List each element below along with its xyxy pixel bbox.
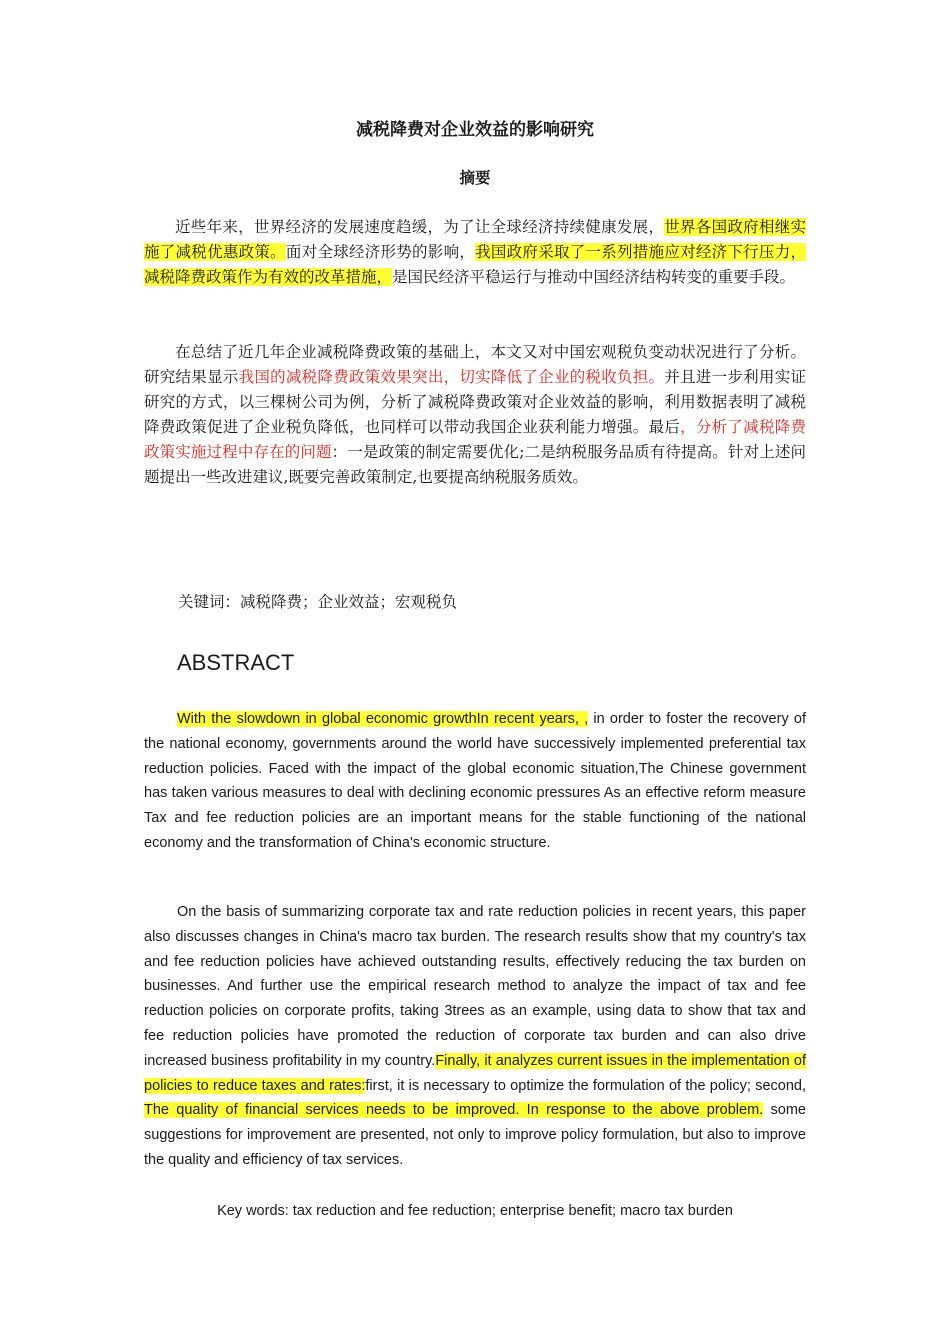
chinese-abstract-paragraph-2 — [144, 340, 806, 490]
en-p2-highlight-2: The quality of financial services needs to be improved. In response to the above problem. — [144, 1102, 764, 1119]
cn-p1-text-2: 面对全球经济形势的影响， — [285, 243, 476, 261]
en-p2-text-1: On the basis of summarizing corporate tax and rate reduction policies in recent years, this paper also discusses changes in China's macro tax burden. The research results show that my country's tax and fee reduction policies have achieved outstanding results, effectively reducing the tax burden on businesses. And further use the empirical research method to analyze the impact of tax and fee reduction policies on corporate profits, taking 3trees as an example, using data to show that tax and fee reduction policies have promoted the reduction of corporate tax burden and can also drive increased business profitability in my country. — [144, 904, 806, 1069]
en-p2-text-2: first, it is necessary to optimize the formulation of the policy; second, — [365, 1077, 806, 1094]
cn-p1-highlight-2: 我国政府采取了一系列措施应对经济下行压力，减税降费政策作为有效的改革措施， — [144, 243, 806, 286]
page-title: 减税降费对企业效益的影响研究 — [356, 120, 594, 140]
chinese-keywords: 关键词：减税降费；企业效益；宏观税负 — [178, 593, 458, 611]
en-p1-highlight-1: With the slowdown in global economic growthIn recent years, , — [177, 711, 589, 727]
cn-p2-text-3: ：一是政策的制定需要优化;二是纳税服务品质有待提高。针对上述问题提出一些改进建议,既要完善政策制定,也要提高纳税服务质效。 — [144, 443, 806, 486]
cn-p2-red-1: 我国的减税降费政策效果突出，切实降低了企业的税收负担。 — [238, 368, 665, 386]
cn-p1-highlight-1: 世界各国政府相继实施了减税优惠政策。 — [144, 218, 806, 261]
cn-p2-text-1: 在总结了近几年企业减税降费政策的基础上，本文又对中国宏观税负变动状况进行了分析。研究结果显示 — [144, 343, 806, 386]
cn-p1-text-1: 近些年来，世界经济的发展速度趋缓，为了让全球经济持续健康发展， — [175, 218, 665, 236]
cn-p2-text-2: 并且进一步利用实证研究的方式，以三棵树公司为例，分析了减税降费政策对企业效益的影响，利用数据表明了减税降费政策促进了企业税负降低，也同样可以带动我国企业获利能力增强。最后 — [144, 368, 806, 436]
chinese-abstract-paragraph-1 — [144, 215, 806, 290]
english-abstract-paragraph-1 — [144, 707, 806, 856]
en-p1-text-1: in order to foster the recovery of the national economy, governments around the world have successively implemented preferential tax reduction policies. Faced with the impact of the global economic situation,The Chinese government has taken various measures to deal with declining economic pressures As an effective reform measure Tax and fee reduction policies are an important means for the stable functioning of the national economy and the transformation of China's economic structure. — [144, 711, 806, 851]
english-keywords: Key words: tax reduction and fee reduction; enterprise benefit; macro tax burden — [217, 1203, 733, 1219]
english-abstract-heading: ABSTRACT — [177, 650, 295, 675]
english-abstract-paragraph-2 — [144, 900, 806, 1173]
cn-p2-red-2: ，分析了减税降费政策实施过程中存在的问题 — [144, 418, 806, 461]
cn-p1-text-3: 是国民经济平稳运行与推动中国经济结构转变的重要手段。 — [392, 268, 796, 286]
en-p2-highlight-1: Finally, it analyzes current issues in the implementation of policies to reduce taxes and rates: — [144, 1052, 806, 1094]
en-p2-text-3: some suggestions for improvement are presented, not only to improve policy formulation, but also to improve the quality and efficiency of tax services. — [144, 1102, 806, 1168]
abstract-heading: 摘要 — [459, 168, 491, 187]
